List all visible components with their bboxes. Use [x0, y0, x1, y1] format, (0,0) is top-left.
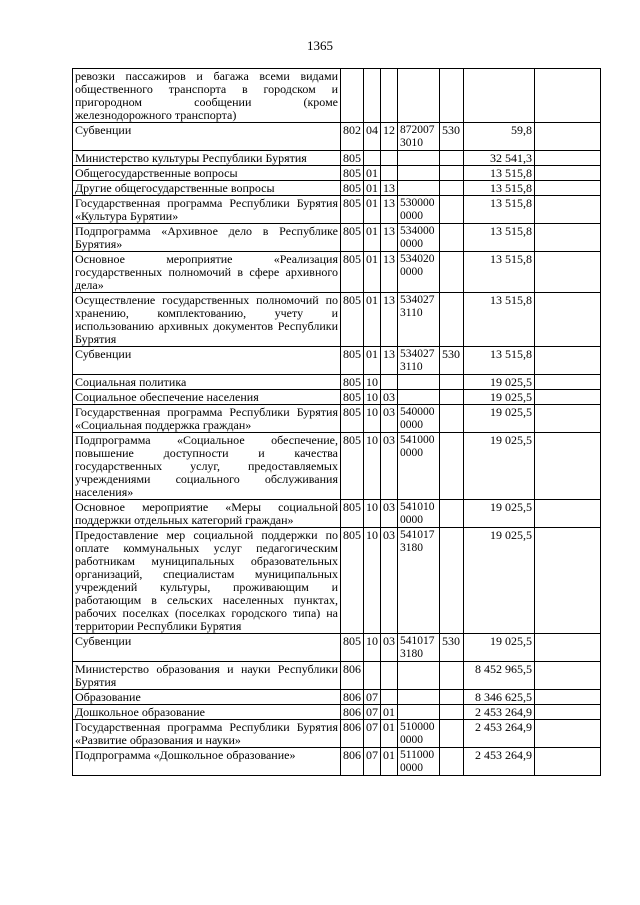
- cell-expense-type: [440, 500, 464, 528]
- cell-ministry-code: 805: [341, 528, 364, 634]
- cell-ministry-code: 806: [341, 705, 364, 720]
- cell-expense-type: [440, 375, 464, 390]
- cell-expense-type: 530: [440, 123, 464, 151]
- cell-ministry-code: 805: [341, 390, 364, 405]
- cell-row-name: Государственная программа Республики Бурятия «Культура Бурятии»: [73, 196, 341, 224]
- page-number: 1365: [307, 38, 333, 53]
- cell-amount: 13 515,8: [464, 166, 535, 181]
- cell-expense-type: [440, 69, 464, 123]
- cell-empty: [535, 662, 601, 690]
- cell-section-code: 04: [364, 123, 381, 151]
- cell-subsection-code: [381, 690, 398, 705]
- cell-subsection-code: [381, 166, 398, 181]
- cell-target-article: 872007 3010: [398, 123, 440, 151]
- cell-empty: [535, 347, 601, 375]
- cell-expense-type: [440, 690, 464, 705]
- cell-section-code: 07: [364, 748, 381, 776]
- cell-section-code: 01: [364, 347, 381, 375]
- cell-ministry-code: 805: [341, 634, 364, 662]
- cell-ministry-code: 805: [341, 181, 364, 196]
- cell-amount: 13 515,8: [464, 196, 535, 224]
- cell-subsection-code: 13: [381, 293, 398, 347]
- table-row: [73, 166, 601, 181]
- table-row: [73, 252, 601, 293]
- cell-target-article: [398, 690, 440, 705]
- cell-ministry-code: 805: [341, 166, 364, 181]
- cell-ministry-code: 805: [341, 433, 364, 500]
- cell-amount: 19 025,5: [464, 528, 535, 634]
- cell-empty: [535, 166, 601, 181]
- cell-empty: [535, 748, 601, 776]
- cell-section-code: 10: [364, 433, 381, 500]
- cell-subsection-code: 03: [381, 500, 398, 528]
- cell-expense-type: [440, 390, 464, 405]
- cell-row-name: Социальная политика: [73, 375, 341, 390]
- cell-row-name: ревозки пассажиров и багажа всеми видами общественного транспорта в городском и пригородном сообщении (кроме железнодорожного транспорта): [73, 69, 341, 123]
- cell-section-code: 01: [364, 252, 381, 293]
- table-row: [73, 528, 601, 634]
- cell-empty: [535, 196, 601, 224]
- cell-section-code: 10: [364, 528, 381, 634]
- cell-amount: 13 515,8: [464, 252, 535, 293]
- cell-target-article: [398, 390, 440, 405]
- table-row: [73, 720, 601, 748]
- cell-target-article: [398, 151, 440, 166]
- cell-expense-type: [440, 166, 464, 181]
- cell-target-article: [398, 181, 440, 196]
- cell-amount: 2 453 264,9: [464, 720, 535, 748]
- cell-amount: 13 515,8: [464, 224, 535, 252]
- table-row: [73, 390, 601, 405]
- cell-row-name: Основное мероприятие «Меры социальной поддержки отдельных категорий граждан»: [73, 500, 341, 528]
- cell-target-article: 534020 0000: [398, 252, 440, 293]
- cell-section-code: 01: [364, 181, 381, 196]
- table-row: [73, 690, 601, 705]
- cell-row-name: Другие общегосударственные вопросы: [73, 181, 341, 196]
- cell-empty: [535, 405, 601, 433]
- cell-target-article: 541010 0000: [398, 500, 440, 528]
- cell-expense-type: [440, 705, 464, 720]
- cell-section-code: [364, 662, 381, 690]
- cell-subsection-code: 13: [381, 252, 398, 293]
- cell-target-article: [398, 662, 440, 690]
- cell-empty: [535, 293, 601, 347]
- cell-row-name: Дошкольное образование: [73, 705, 341, 720]
- cell-amount: [464, 69, 535, 123]
- table-body: [73, 69, 601, 776]
- cell-ministry-code: 805: [341, 224, 364, 252]
- cell-subsection-code: 13: [381, 347, 398, 375]
- budget-table: [72, 68, 601, 776]
- cell-expense-type: [440, 748, 464, 776]
- cell-row-name: Предоставление мер социальной поддержки по оплате коммунальных услуг педагогическим работникам муниципальных образовательных организаций, специалистам муниципальных учреждений культуры, проживающим и работающим в сельских населенных пунктах, рабочих поселках (поселках городского типа) на территории Республики Бурятия: [73, 528, 341, 634]
- cell-section-code: 10: [364, 390, 381, 405]
- cell-expense-type: 530: [440, 634, 464, 662]
- cell-ministry-code: 806: [341, 748, 364, 776]
- cell-expense-type: [440, 252, 464, 293]
- cell-ministry-code: 806: [341, 690, 364, 705]
- cell-section-code: 01: [364, 224, 381, 252]
- cell-section-code: 10: [364, 375, 381, 390]
- cell-subsection-code: [381, 151, 398, 166]
- cell-target-article: 510000 0000: [398, 720, 440, 748]
- cell-target-article: 534000 0000: [398, 224, 440, 252]
- cell-ministry-code: 805: [341, 151, 364, 166]
- cell-amount: 59,8: [464, 123, 535, 151]
- cell-target-article: 540000 0000: [398, 405, 440, 433]
- cell-section-code: 10: [364, 405, 381, 433]
- cell-empty: [535, 390, 601, 405]
- table-row: [73, 500, 601, 528]
- cell-ministry-code: 806: [341, 720, 364, 748]
- cell-ministry-code: 805: [341, 500, 364, 528]
- cell-section-code: 07: [364, 720, 381, 748]
- cell-empty: [535, 720, 601, 748]
- cell-row-name: Субвенции: [73, 347, 341, 375]
- cell-row-name: Министерство образования и науки Республики Бурятия: [73, 662, 341, 690]
- cell-amount: 19 025,5: [464, 390, 535, 405]
- cell-section-code: 10: [364, 500, 381, 528]
- cell-target-article: 511000 0000: [398, 748, 440, 776]
- table-row: [73, 662, 601, 690]
- cell-amount: 13 515,8: [464, 293, 535, 347]
- cell-ministry-code: 805: [341, 347, 364, 375]
- cell-section-code: 10: [364, 634, 381, 662]
- cell-subsection-code: 12: [381, 123, 398, 151]
- cell-row-name: Социальное обеспечение населения: [73, 390, 341, 405]
- cell-subsection-code: 13: [381, 181, 398, 196]
- cell-empty: [535, 528, 601, 634]
- table-row: [73, 181, 601, 196]
- cell-row-name: Подпрограмма «Архивное дело в Республике Бурятия»: [73, 224, 341, 252]
- cell-amount: 32 541,3: [464, 151, 535, 166]
- cell-row-name: Основное мероприятие «Реализация государственных полномочий в сфере архивного дела»: [73, 252, 341, 293]
- cell-expense-type: [440, 720, 464, 748]
- table-row: [73, 375, 601, 390]
- cell-ministry-code: 805: [341, 293, 364, 347]
- cell-row-name: Осуществление государственных полномочий по хранению, комплектованию, учету и использованию архивных документов Республики Бурятия: [73, 293, 341, 347]
- cell-empty: [535, 252, 601, 293]
- cell-section-code: 01: [364, 293, 381, 347]
- cell-row-name: Государственная программа Республики Бурятия «Развитие образования и науки»: [73, 720, 341, 748]
- cell-ministry-code: 806: [341, 662, 364, 690]
- table-row: [73, 69, 601, 123]
- cell-amount: 2 453 264,9: [464, 705, 535, 720]
- cell-empty: [535, 375, 601, 390]
- cell-row-name: Субвенции: [73, 634, 341, 662]
- cell-expense-type: [440, 196, 464, 224]
- cell-empty: [535, 151, 601, 166]
- cell-empty: [535, 123, 601, 151]
- cell-amount: 19 025,5: [464, 375, 535, 390]
- table-row: [73, 634, 601, 662]
- cell-row-name: Министерство культуры Республики Бурятия: [73, 151, 341, 166]
- cell-ministry-code: 802: [341, 123, 364, 151]
- cell-subsection-code: 13: [381, 224, 398, 252]
- cell-amount: 19 025,5: [464, 500, 535, 528]
- cell-section-code: 07: [364, 705, 381, 720]
- cell-amount: 19 025,5: [464, 405, 535, 433]
- table-row: [73, 293, 601, 347]
- cell-row-name: Образование: [73, 690, 341, 705]
- cell-row-name: Субвенции: [73, 123, 341, 151]
- cell-amount: 8 346 625,5: [464, 690, 535, 705]
- cell-section-code: 01: [364, 196, 381, 224]
- cell-subsection-code: 01: [381, 705, 398, 720]
- cell-section-code: [364, 151, 381, 166]
- cell-subsection-code: [381, 662, 398, 690]
- cell-target-article: 541000 0000: [398, 433, 440, 500]
- cell-expense-type: [440, 528, 464, 634]
- cell-expense-type: [440, 405, 464, 433]
- cell-subsection-code: 01: [381, 748, 398, 776]
- cell-expense-type: [440, 151, 464, 166]
- cell-expense-type: [440, 293, 464, 347]
- cell-target-article: 530000 0000: [398, 196, 440, 224]
- cell-amount: 2 453 264,9: [464, 748, 535, 776]
- cell-subsection-code: 03: [381, 405, 398, 433]
- cell-target-article: [398, 705, 440, 720]
- cell-target-article: 534027 3110: [398, 347, 440, 375]
- cell-expense-type: [440, 662, 464, 690]
- cell-subsection-code: 03: [381, 433, 398, 500]
- cell-expense-type: 530: [440, 347, 464, 375]
- cell-empty: [535, 224, 601, 252]
- table-row: [73, 224, 601, 252]
- cell-subsection-code: 13: [381, 196, 398, 224]
- table-row: [73, 705, 601, 720]
- cell-target-article: 541017 3180: [398, 634, 440, 662]
- cell-target-article: [398, 69, 440, 123]
- cell-subsection-code: 03: [381, 634, 398, 662]
- table-row: [73, 196, 601, 224]
- cell-amount: 13 515,8: [464, 347, 535, 375]
- table-row: [73, 433, 601, 500]
- cell-empty: [535, 705, 601, 720]
- cell-amount: 8 452 965,5: [464, 662, 535, 690]
- table-row: [73, 748, 601, 776]
- table-row: [73, 405, 601, 433]
- cell-amount: 19 025,5: [464, 433, 535, 500]
- cell-target-article: [398, 166, 440, 181]
- cell-ministry-code: 805: [341, 405, 364, 433]
- cell-target-article: 534027 3110: [398, 293, 440, 347]
- cell-subsection-code: [381, 375, 398, 390]
- cell-empty: [535, 500, 601, 528]
- cell-subsection-code: 03: [381, 528, 398, 634]
- cell-section-code: 07: [364, 690, 381, 705]
- cell-target-article: 541017 3180: [398, 528, 440, 634]
- cell-expense-type: [440, 433, 464, 500]
- cell-row-name: Государственная программа Республики Бурятия «Социальная поддержка граждан»: [73, 405, 341, 433]
- table-row: [73, 123, 601, 151]
- cell-row-name: Общегосударственные вопросы: [73, 166, 341, 181]
- cell-expense-type: [440, 181, 464, 196]
- cell-subsection-code: 01: [381, 720, 398, 748]
- cell-ministry-code: [341, 69, 364, 123]
- cell-subsection-code: [381, 69, 398, 123]
- cell-ministry-code: 805: [341, 375, 364, 390]
- cell-empty: [535, 69, 601, 123]
- cell-row-name: Подпрограмма «Дошкольное образование»: [73, 748, 341, 776]
- cell-ministry-code: 805: [341, 196, 364, 224]
- cell-subsection-code: 03: [381, 390, 398, 405]
- cell-empty: [535, 433, 601, 500]
- cell-section-code: 01: [364, 166, 381, 181]
- cell-amount: 19 025,5: [464, 634, 535, 662]
- cell-ministry-code: 805: [341, 252, 364, 293]
- cell-row-name: Подпрограмма «Социальное обеспечение, повышение доступности и качества государственных услуг, предоставляемых учреждениями социального обслуживания населения»: [73, 433, 341, 500]
- cell-target-article: [398, 375, 440, 390]
- cell-empty: [535, 634, 601, 662]
- cell-expense-type: [440, 224, 464, 252]
- table-row: [73, 151, 601, 166]
- cell-section-code: [364, 69, 381, 123]
- cell-empty: [535, 181, 601, 196]
- table-row: [73, 347, 601, 375]
- cell-amount: 13 515,8: [464, 181, 535, 196]
- cell-empty: [535, 690, 601, 705]
